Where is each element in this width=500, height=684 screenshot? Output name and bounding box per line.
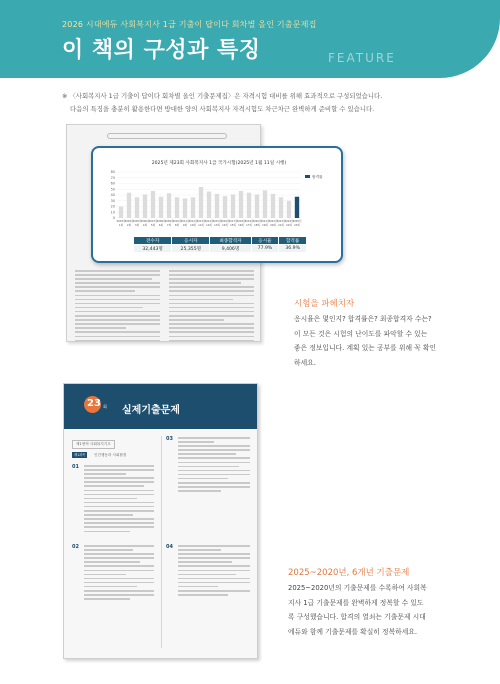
bar (135, 197, 139, 218)
x-tick-label: 2003년 (116, 220, 126, 223)
chapter-title: 실제기출문제 (122, 405, 180, 416)
x-tick-label: 2011년 (180, 220, 190, 223)
page-header-box (107, 133, 227, 139)
x-tick-label: 2022년 (268, 220, 278, 223)
stats-header: 합격률 (279, 237, 307, 245)
stats-value: 77.9% (251, 245, 279, 253)
intro-line-2: 다음의 특징을 충분히 활용한다면 방대한 양의 사회복지사 자격시험도 차근차근 완벽하게 준비할 수 있습니다. (70, 105, 375, 113)
block2-line: 록 구성했습니다. 합격의 열쇠는 기출문제 시대 (288, 613, 426, 621)
x-tick-label: 2015년 (212, 220, 222, 223)
x-tick-label: 23회 (294, 224, 300, 227)
bar (191, 197, 195, 218)
intro-text (62, 90, 462, 116)
x-tick-label: 2018년 (236, 220, 246, 223)
block1-title: 시험을 파헤치자 (294, 299, 355, 309)
bar (295, 197, 299, 218)
stats-value: 9,406명 (210, 245, 251, 253)
block2-text (288, 581, 427, 639)
x-tick-label: 2016년 (220, 220, 230, 223)
x-tick-label: 2017년 (228, 220, 238, 223)
chart-title: 2025년 제23회 사회복지사 1급 국가시험(2025년 1월 11일 시행) (151, 161, 287, 166)
block1-line: 이 모든 것은 시험의 난이도를 파악할 수 있는 (294, 329, 428, 338)
x-tick-label: 13회 (214, 224, 220, 227)
chart-x-labels (116, 219, 302, 227)
chart-y-labels (111, 170, 115, 220)
x-tick-label: 7회 (166, 224, 172, 227)
x-tick-label: 2012년 (188, 220, 198, 223)
block1-line: 응시율은 몇인지? 합격률은? 최종합격자 수는? (294, 315, 432, 323)
bar (167, 193, 171, 218)
x-tick-label: 2회 (126, 224, 132, 227)
bar (239, 191, 243, 218)
stats-value: 36.9% (279, 245, 307, 253)
x-tick-label: 17회 (246, 224, 252, 227)
stats-header-row (134, 237, 307, 245)
x-tick-label: 16회 (238, 224, 244, 227)
question-number: 02 (72, 544, 79, 550)
bar (159, 197, 163, 218)
y-tick-label: 50 (110, 187, 115, 192)
x-tick-label: 2024년 (284, 220, 294, 223)
x-tick-label: 2004년 (124, 220, 134, 223)
bar (287, 201, 291, 218)
block1-text (294, 312, 436, 370)
x-tick-label: 2020년 (252, 220, 262, 223)
chapter-banner (64, 384, 257, 429)
subject-box: 제1영역 사회복지기초 (72, 440, 115, 449)
page-text-column-left (75, 270, 160, 344)
x-tick-label: 8회 (174, 224, 180, 227)
feature-label: FEATURE (328, 51, 396, 65)
y-tick-label: 40 (110, 193, 115, 197)
block2-line: 지사 1급 기출문제를 완벽하게 정복할 수 있도 (288, 598, 424, 607)
exam-stats-popup (91, 146, 343, 263)
x-tick-label: 2008년 (156, 220, 166, 223)
x-tick-label: 2014년 (204, 220, 214, 223)
subject-tag-label: 인간행동과 사회환경 (94, 453, 127, 457)
stats-value-row (134, 245, 307, 253)
x-tick-label: 2010년 (172, 220, 182, 223)
header-subtitle: 2026 시대에듀 사회복지사 1급 기출이 답이다 회차별 올인 기출문제집 (62, 20, 317, 29)
x-tick-label: 2007년 (148, 220, 158, 223)
bar (279, 197, 283, 218)
pass-rate-bar-chart (99, 166, 339, 234)
question-text (84, 545, 154, 602)
chapter-suffix: 회 (103, 404, 107, 409)
x-tick-label: 2006년 (140, 220, 150, 223)
y-tick-label: 80 (110, 170, 115, 174)
y-tick-label: 0 (112, 216, 115, 220)
x-tick-label: 2021년 (260, 220, 270, 223)
stats-header: 전수자 (134, 237, 172, 245)
block2-line: 에듀와 함께 기출문제를 확실히 정복하세요. (288, 627, 417, 636)
question-text (178, 545, 250, 598)
stats-value: 25,355명 (172, 245, 210, 253)
stats-header: 최종합격자 (210, 237, 251, 245)
bar (271, 194, 275, 218)
y-tick-label: 10 (110, 210, 115, 215)
subject-tag: 제1과목 (74, 453, 86, 457)
chart-legend: 합격률 (312, 175, 323, 179)
x-tick-label: 18회 (254, 224, 260, 227)
stats-value: 32,443명 (134, 245, 172, 253)
legend-swatch (305, 175, 310, 178)
page-text-column-right (169, 270, 254, 344)
x-tick-label: 4회 (142, 224, 148, 227)
x-tick-label: 2009년 (164, 220, 174, 223)
y-tick-label: 60 (110, 181, 115, 186)
stats-table (133, 236, 307, 253)
bar (231, 194, 235, 218)
x-tick-label: 22회 (286, 224, 292, 227)
x-tick-label: 2019년 (244, 220, 254, 223)
x-tick-label: 2013년 (196, 220, 206, 223)
x-tick-label: 2005년 (132, 220, 142, 223)
x-tick-label: 9회 (182, 224, 188, 227)
x-tick-label: 12회 (206, 224, 212, 227)
x-tick-label: 14회 (222, 224, 228, 227)
y-tick-label: 70 (110, 175, 115, 180)
bar (223, 196, 227, 218)
x-tick-label: 5회 (150, 224, 156, 227)
bar (207, 192, 211, 218)
page-title: 이 책의 구성과 특징 (62, 38, 261, 63)
block2-line: 2025~2020년의 기출문제를 수록하여 사회복 (288, 584, 427, 592)
bar (247, 193, 251, 218)
question-number: 01 (72, 464, 79, 470)
bar (199, 187, 203, 218)
chart-bars (119, 187, 299, 218)
x-tick-label: 2023년 (276, 220, 286, 223)
bar (255, 194, 259, 218)
block1-line: 좋은 정보입니다. 계획 있는 공부를 위해 꼭 확인 (294, 344, 437, 352)
column-divider (161, 436, 162, 648)
block1-line: 하세요. (294, 358, 316, 367)
bar (119, 207, 123, 219)
x-tick-label: 2025년 (292, 220, 302, 223)
chapter-number: 23 (87, 398, 101, 409)
x-tick-label: 6회 (158, 224, 164, 227)
stats-header: 응시율 (251, 237, 279, 245)
question-text (178, 437, 250, 494)
question-number: 03 (166, 436, 173, 442)
x-tick-label: 3회 (134, 224, 140, 227)
x-tick-label: 21회 (278, 224, 284, 227)
sample-page-2 (63, 383, 258, 659)
question-text (84, 465, 154, 535)
x-tick-label: 20회 (270, 224, 276, 227)
bar (127, 193, 131, 218)
x-tick-label: 15회 (230, 224, 236, 227)
bar (175, 197, 179, 218)
header (0, 0, 500, 78)
bar (151, 191, 155, 218)
intro-line-1: ※ 〈사회복지사 1급 기출이 답이다 회차별 올인 기출문제집〉은 자격시험 대비를 위해 효과적으로 구성되었습니다. (62, 92, 383, 100)
bar (215, 194, 219, 218)
stats-header: 응시자 (172, 237, 210, 245)
x-tick-label: 19회 (262, 224, 268, 227)
x-tick-label: 1회 (118, 224, 124, 227)
bar (183, 198, 187, 218)
y-tick-label: 20 (110, 204, 115, 209)
x-tick-label: 10회 (190, 224, 196, 227)
y-tick-label: 30 (110, 198, 115, 203)
bar (263, 190, 267, 218)
question-number: 04 (166, 544, 173, 550)
block2-title: 2025~2020년, 6개년 기출문제 (288, 568, 410, 578)
bar (143, 194, 147, 218)
x-tick-label: 11회 (198, 224, 204, 227)
